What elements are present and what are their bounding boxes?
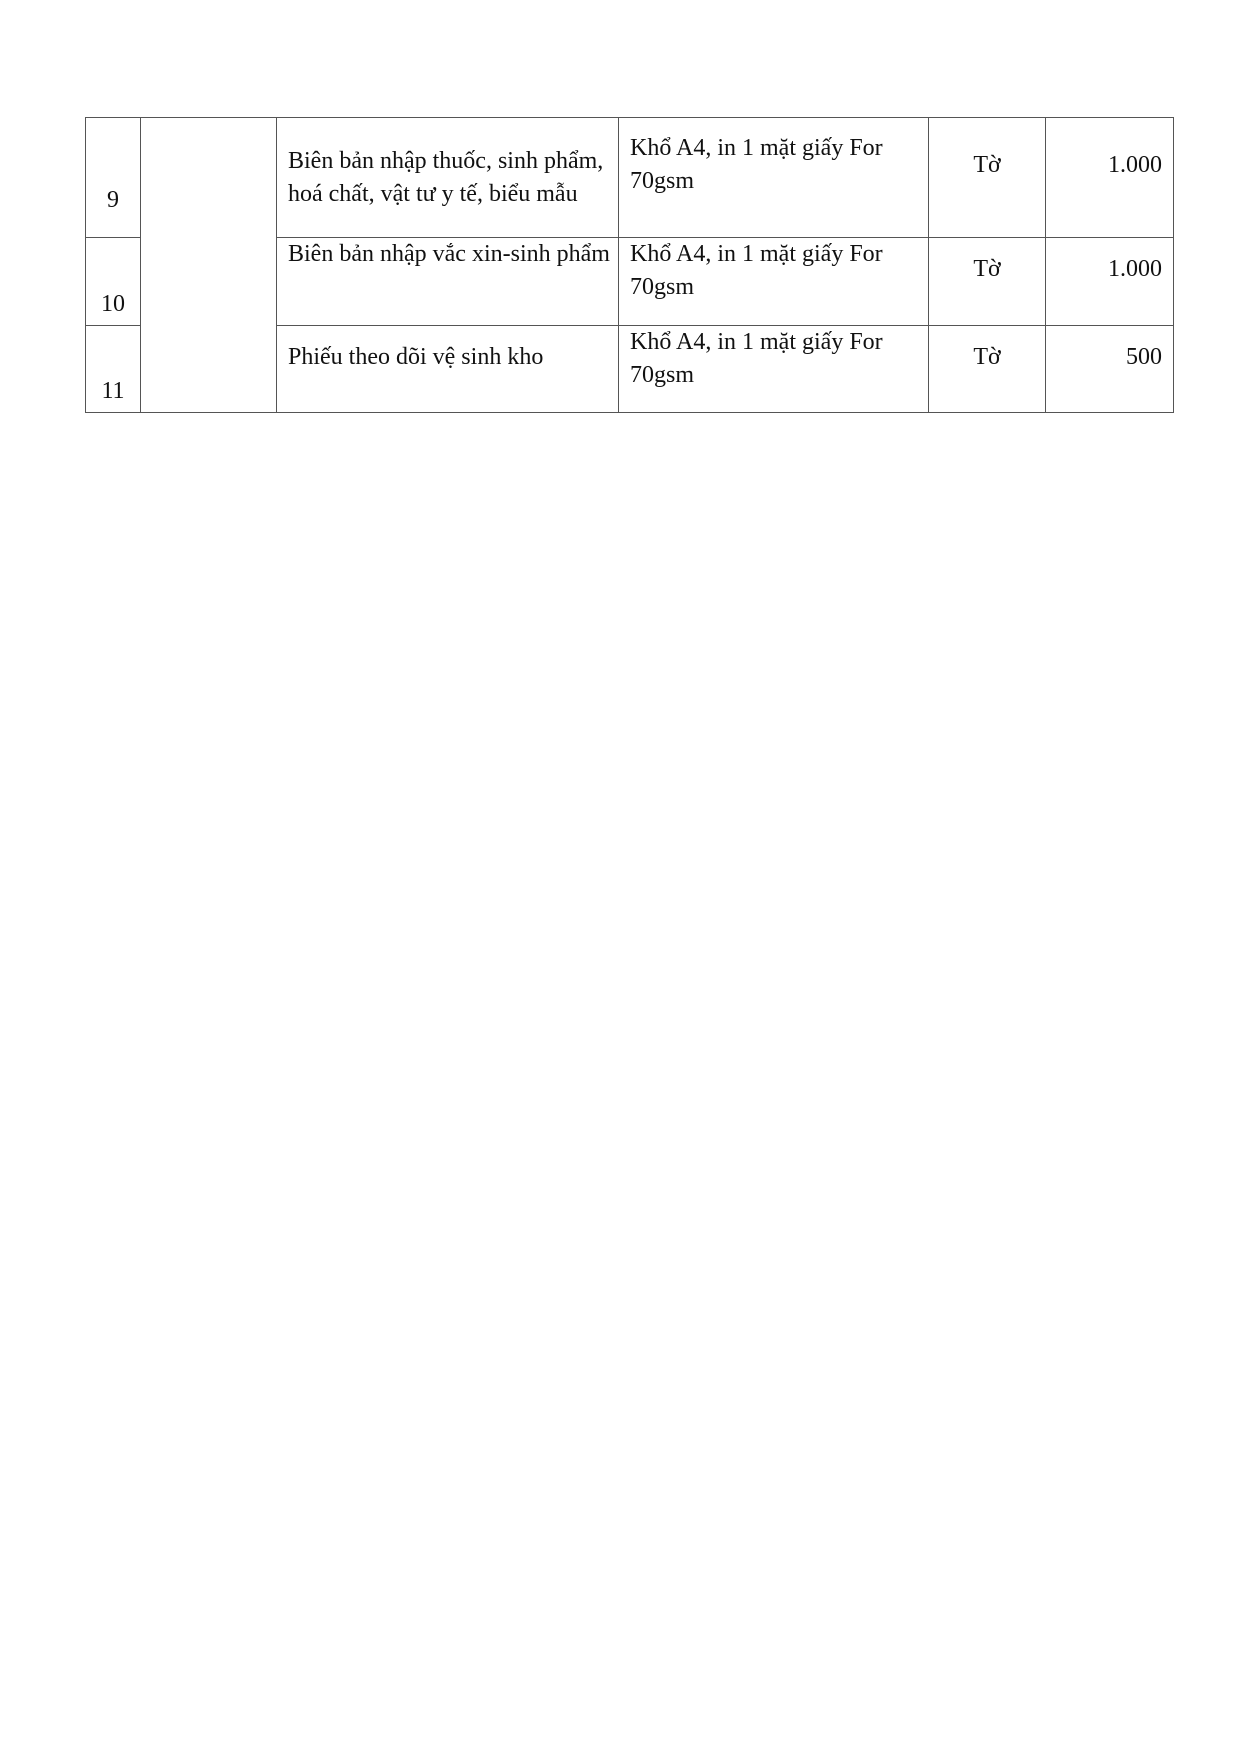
item-name-cell: Biên bản nhập thuốc, sinh phẩm, hoá chất, vật tư y tế, biểu mẫu bbox=[277, 118, 619, 238]
items-table bbox=[85, 117, 1174, 413]
merged-group-cell bbox=[141, 118, 277, 413]
item-quantity-cell: 1.000 bbox=[1046, 238, 1174, 326]
item-name-cell: Biên bản nhập vắc xin-sinh phẩm bbox=[277, 238, 619, 326]
row-number-cell: 9 bbox=[86, 118, 141, 238]
item-unit-cell: Tờ bbox=[929, 118, 1046, 238]
item-quantity-cell: 500 bbox=[1046, 326, 1174, 413]
table-row bbox=[86, 118, 1174, 238]
item-quantity-cell: 1.000 bbox=[1046, 118, 1174, 238]
item-unit-cell: Tờ bbox=[929, 326, 1046, 413]
item-spec-cell: Khổ A4, in 1 mặt giấy For 70gsm bbox=[619, 118, 929, 238]
item-spec-cell: Khổ A4, in 1 mặt giấy For 70gsm bbox=[619, 326, 929, 413]
row-number-cell: 11 bbox=[86, 326, 141, 413]
item-unit-cell: Tờ bbox=[929, 238, 1046, 326]
item-name-cell: Phiếu theo dõi vệ sinh kho bbox=[277, 326, 619, 413]
item-spec-cell: Khổ A4, in 1 mặt giấy For 70gsm bbox=[619, 238, 929, 326]
row-number-cell: 10 bbox=[86, 238, 141, 326]
